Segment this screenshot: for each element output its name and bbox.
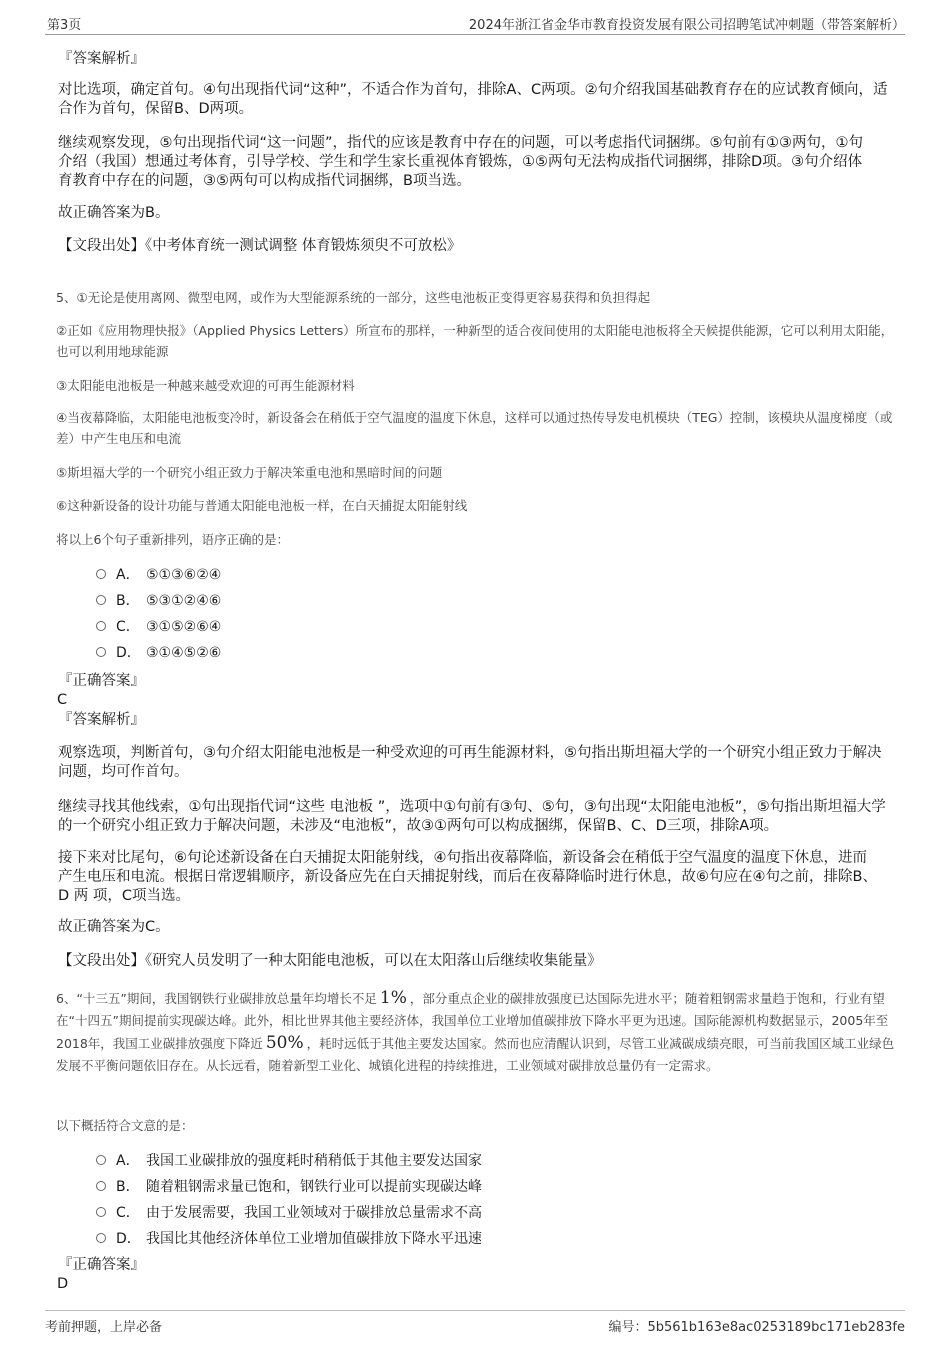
option-text: ③①④⑤②⑥ <box>146 645 222 661</box>
option-b[interactable]: B． 随着粗钢需求量已饱和，钢铁行业可以提前实现碳达峰 <box>96 1177 482 1197</box>
radio-button[interactable] <box>96 1181 106 1191</box>
answer-conclusion: 故正确答案为C。 <box>58 919 170 935</box>
option-d[interactable]: D． ③①④⑤②⑥ <box>96 643 221 663</box>
math-percent: 50% <box>265 1033 304 1053</box>
radio-button[interactable] <box>96 569 106 579</box>
option-text: 由于发展需要，我国工业领域对于碳排放总量需求不高 <box>146 1205 482 1221</box>
correct-answer-label: 『正确答案』 <box>58 1257 145 1273</box>
analysis-paragraph: 观察选项，判断首句，③句介绍太阳能电池板是一种受欢迎的可再生能源材料，⑤句指出斯坦福大学的一个研究小组正致力于解决问题，均可作首句。 <box>58 745 882 780</box>
option-text: 我国比其他经济体单位工业增加值碳排放下降水平迅速 <box>146 1231 482 1247</box>
footer-slogan: 考前押题，上岸必备 <box>45 1320 163 1335</box>
option-a[interactable]: A． ⑤①③⑥②④ <box>96 565 221 585</box>
radio-button[interactable] <box>96 1155 106 1165</box>
source-label: 【文段出处】 <box>58 238 145 254</box>
analysis-label: 『答案解析』 <box>58 712 145 728</box>
correct-answer-value: D <box>57 1276 69 1292</box>
source-text: 《研究人员发明了一种太阳能电池板，可以在太阳落山后继续收集能量》 <box>145 953 602 969</box>
document-id: 编号：5b561b163e8ac0253189bc171eb283fe <box>608 1320 905 1335</box>
correct-answer-label: 『正确答案』 <box>58 673 145 689</box>
radio-button[interactable] <box>96 595 106 605</box>
radio-button[interactable] <box>96 1207 106 1217</box>
question-sentence: 5、①无论是使用离网、微型电网，或作为大型能源系统的一部分，这些电池板正变得更容易获得和负担得起 <box>56 290 651 305</box>
source-citation <box>58 952 602 971</box>
question-passage: 6、“十三五”期间，我国钢铁行业碳排放总量年均增长不足 1% ，部分重点企业的碳排放强度已达国际先进水平；随着粗钢需求量趋于饱和，行业有望在“十四五”期间提前实现碳达峰。此外，相比世界其他主要经济体，我国单位工业增加值碳排放下降水平更为迅速。国际能源机构数据显示，2005年至2018年，我国工业碳排放强度下降近 50% ，耗时远低于其他主要发达国家。然而也应清醒认识到，尽管工业减碳成绩亮眼，可当前我国区域工业绿色发展不平衡问题依旧存在。从长远看，随着新型工业化、城镇化进程的持续推进，工业领域对碳排放总量仍有一定需求。 <box>56 988 895 1073</box>
option-b[interactable]: B． ⑤③①②④⑥ <box>96 591 221 611</box>
option-text: ⑤③①②④⑥ <box>146 593 222 609</box>
analysis-paragraph: 对比选项，确定首句。④句出现指代词“这种”，不适合作为首句，排除A、C两项。②句介绍我国基础教育存在的应试教育倾向，适合作为首句，保留B、D两项。 <box>58 82 888 117</box>
math-percent: 1% <box>379 988 407 1008</box>
page-header <box>45 14 905 35</box>
option-a[interactable]: A． 我国工业碳排放的强度耗时稍稍低于其他主要发达国家 <box>96 1151 482 1171</box>
question-prompt: 以下概括符合文意的是： <box>56 1118 194 1133</box>
page-number: 第3页 <box>47 18 82 33</box>
document-title: 2024年浙江省金华市教育投资发展有限公司招聘笔试冲刺题（带答案解析） <box>468 18 905 33</box>
radio-button[interactable] <box>96 621 106 631</box>
source-text: 《中考体育统一测试调整 体育锻炼须臾不可放松》 <box>145 238 462 254</box>
source-label: 【文段出处】 <box>58 953 145 969</box>
analysis-paragraph: 接下来对比尾句，⑥句论述新设备在白天捕捉太阳能射线，④句指出夜幕降临，新设备会在稍低于空气温度的温度下休息，进而产生电压和电流。根据日常逻辑顺序，新设备应先在白天捕捉射线，而后在夜幕降临时进行休息，故⑥句应在④句之前，排除B、D 两 项，C项当选。 <box>58 850 877 904</box>
question-sentence: ③太阳能电池板是一种越来越受欢迎的可再生能源材料 <box>56 378 355 393</box>
option-c[interactable]: C． 由于发展需要，我国工业领域对于碳排放总量需求不高 <box>96 1203 482 1223</box>
source-citation <box>58 237 461 256</box>
question-sentence: ②正如《应用物理快报》（Applied Physics Letters）所宣布的那样，一种新型的适合夜间使用的太阳能电池板将全天候提供能源，它可以利用太阳能，也可以利用地球能源 <box>56 323 894 359</box>
radio-button[interactable] <box>96 1233 106 1243</box>
question-sentence: ⑤斯坦福大学的一个研究小组正致力于解决笨重电池和黑暗时间的问题 <box>56 465 443 480</box>
analysis-paragraph: 继续观察发现，⑤句出现指代词“这一问题”，指代的应该是教育中存在的问题，可以考虑指代词捆绑。⑤句前有①③两句，①句介绍（我国）想通过考体育，引导学校、学生和学生家长重视体育锻炼，①⑤两句无法构成指代词捆绑，排除D项。③句介绍体育教育中存在的问题，③⑤两句可以构成指代词捆绑，B项当选。 <box>58 135 864 189</box>
question-sentence: ⑥这种新设备的设计功能与普通太阳能电池板一样，在白天捕捉太阳能射线 <box>56 498 468 513</box>
option-c[interactable]: C． ③①⑤②⑥④ <box>96 617 221 637</box>
option-text: ③①⑤②⑥④ <box>146 619 222 635</box>
option-text: 我国工业碳排放的强度耗时稍稍低于其他主要发达国家 <box>146 1153 482 1169</box>
correct-answer-value: C <box>57 692 68 708</box>
analysis-label: 『答案解析』 <box>58 51 145 67</box>
analysis-paragraph: 继续寻找其他线索，①句出现指代词“这些 电池板 ”，选项中①句前有③句、⑤句，③句出现“太阳能电池板”，⑤句指出斯坦福大学的一个研究小组正致力于解决问题，未涉及“电池板”，故③①两句可以构成捆绑，保留B、C、D三项，排除A项。 <box>58 799 886 834</box>
option-text: 随着粗钢需求量已饱和，钢铁行业可以提前实现碳达峰 <box>146 1179 482 1195</box>
question-sentence: ④当夜幕降临，太阳能电池板变冷时，新设备会在稍低于空气温度的温度下休息，这样可以通过热传导发电机模块（TEG）控制，该模块从温度梯度（或差）中产生电压和电流 <box>56 410 893 446</box>
option-d[interactable]: D． 我国比其他经济体单位工业增加值碳排放下降水平迅速 <box>96 1229 482 1249</box>
page-footer <box>45 1310 905 1335</box>
option-text: ⑤①③⑥②④ <box>146 567 222 583</box>
answer-conclusion: 故正确答案为B。 <box>58 205 170 221</box>
question-prompt: 将以上6个句子重新排列，语序正确的是： <box>56 532 289 547</box>
radio-button[interactable] <box>96 647 106 657</box>
